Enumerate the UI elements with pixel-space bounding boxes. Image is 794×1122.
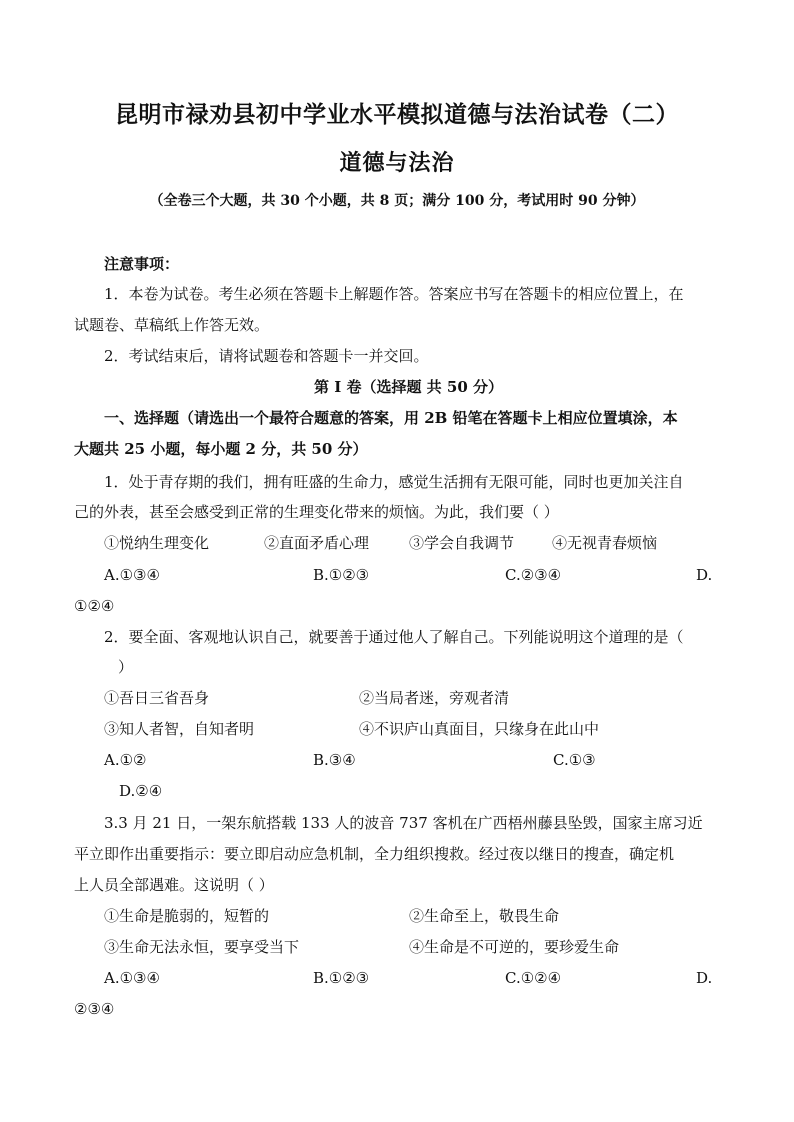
q2-statement-4: ④不识庐山真面目，只缘身在此山中: [359, 720, 600, 738]
q3-statement-3: ③生命无法永恒，要享受当下: [104, 938, 300, 956]
q1-statement-4: ④无视青春烦恼: [552, 534, 658, 552]
q1-option-b: B.①②③: [313, 566, 370, 584]
q1-stem-line-1: 1．处于青存期的我们，拥有旺盛的生命力，感觉生活拥有无限可能，同时也更加关注自: [104, 473, 684, 491]
q1-stem-line-2: 己的外表，甚至会感受到正常的生理变化带来的烦恼。为此，我们要（ ）: [74, 503, 559, 521]
q3-option-a: A.①③④: [104, 969, 160, 987]
q3-statement-1: ①生命是脆弱的，短暂的: [104, 907, 270, 925]
q2-option-a: A.①②: [104, 751, 147, 769]
part1-instructions-line-1: 一、选择题（请选出一个最符合题意的答案，用 2B 铅笔在答题卡上相应位置填涂，本: [104, 409, 678, 427]
q2-option-c: C.①③: [553, 751, 596, 769]
q2-stem-line-2: ）: [118, 658, 134, 676]
notice-item-1-line-2: 试题卷、草稿纸上作答无效。: [74, 316, 270, 334]
q1-statement-2: ②直面矛盾心理: [264, 534, 370, 552]
q3-stem-line-3: 上人员全部遇难。这说明（ ）: [74, 876, 274, 894]
notice-item-1-line-1: 1．本卷为试卷。考生必须在答题卡上解题作答。答案应书写在答题卡的相应位置上，在: [104, 285, 684, 303]
q1-option-c: C.②③④: [505, 566, 562, 584]
q3-stem-line-1: 3.3 月 21 日，一架东航搭载 133 人的波音 737 客机在广西梧州藤县坠毁，国家主席习近: [104, 814, 703, 832]
q3-statement-2: ②生命至上，敬畏生命: [409, 907, 560, 925]
q1-option-d-value: ①②④: [74, 597, 115, 615]
q2-statement-2: ②当局者迷，旁观者清: [359, 689, 510, 707]
notice-item-2: 2．考试结束后，请将试题卷和答题卡一并交回。: [104, 347, 429, 365]
q3-option-d-label: D.: [696, 969, 713, 987]
subject-title: 道德与法治: [339, 150, 455, 176]
q2-statement-1: ①吾日三省吾身: [104, 689, 210, 707]
q3-option-b: B.①②③: [313, 969, 370, 987]
exam-info: （全卷三个大题，共 30 个小题，共 8 页；满分 100 分，考试用时 90 分钟）: [149, 193, 645, 209]
q3-stem-line-2: 平立即作出重要指示：要立即启动应急机制，全力组织搜救。经过夜以继日的搜查，确定机: [74, 845, 675, 863]
section-title: 第 I 卷（选择题 共 50 分）: [314, 378, 504, 396]
q1-statement-3: ③学会自我调节: [409, 534, 515, 552]
q2-statement-3: ③知人者智，自知者明: [104, 720, 255, 738]
exam-title: 昆明市禄劝县初中学业水平模拟道德与法治试卷（二）: [115, 101, 679, 128]
part1-instructions-line-2: 大题共 25 小题，每小题 2 分，共 50 分）: [74, 440, 368, 458]
q2-stem-line-1: 2．要全面、客观地认识自己，就要善于通过他人了解自己。下列能说明这个道理的是（: [104, 628, 684, 646]
q3-option-d-value: ②③④: [74, 1000, 115, 1018]
q1-option-a: A.①③④: [104, 566, 160, 584]
q3-statement-4: ④生命是不可逆的，要珍爱生命: [409, 938, 620, 956]
q1-statement-1: ①悦纳生理变化: [104, 534, 210, 552]
q1-option-d-label: D.: [696, 566, 713, 584]
notice-heading: 注意事项：: [104, 255, 180, 273]
q2-option-d: D.②④: [119, 782, 163, 800]
q2-option-b: B.③④: [313, 751, 356, 769]
q3-option-c: C.①②④: [505, 969, 562, 987]
